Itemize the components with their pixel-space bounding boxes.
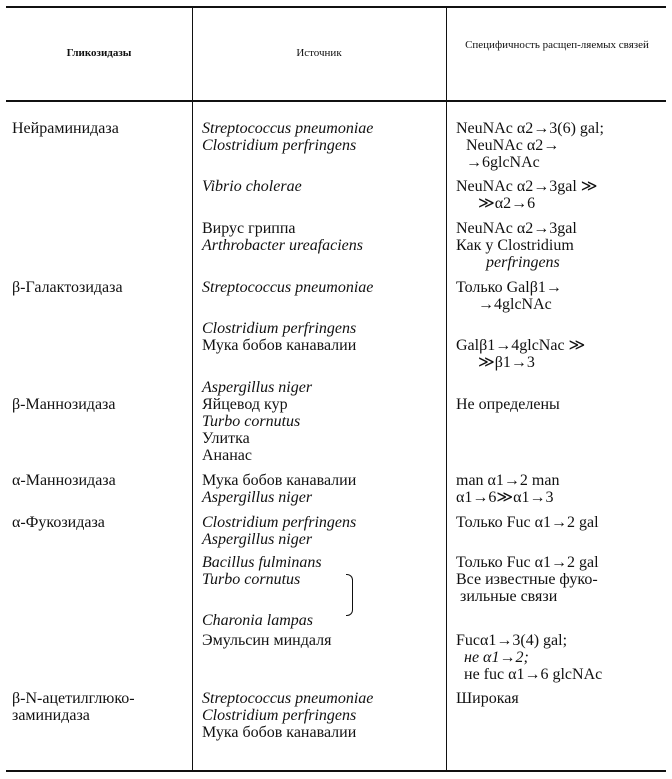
specificity-cell: Только Fuc α1→2 gal bbox=[456, 514, 599, 531]
source-list: Streptococcus pneumoniae Clostridium perfringens bbox=[202, 120, 374, 154]
enzyme-beta-galactosidase: β-Галактозидаза bbox=[12, 279, 123, 296]
specificity-cell: NeuNAc α2→3(6) gal; NeuNAc α2→ →6glcNAc bbox=[456, 120, 604, 171]
specificity-cell: Fucα1→3(4) gal; не α1→2; не fuc α1→6 glcNAc bbox=[456, 632, 603, 683]
specificity-cell: Только Galβ1→ →4glcNAc bbox=[456, 279, 562, 313]
specificity-cell: NeuNAc α2→3gal Как у Clostridium perfringens bbox=[456, 220, 577, 271]
source-list: Вирус гриппа Arthrobacter ureafaciens bbox=[202, 220, 364, 254]
bottom-rule bbox=[6, 770, 666, 772]
source-list: Aspergillus niger Яйцевод кур Turbo cornutus Улитка Ананас bbox=[202, 379, 313, 464]
source-list: Charonia lampas bbox=[202, 612, 313, 629]
source-list: Streptococcus pneumoniae Clostridium perfringens Мука бобов канавалии bbox=[202, 690, 374, 741]
enzyme-beta-n-acetylglucosaminidase: β-N-ацетилглюко- заминидаза bbox=[12, 690, 135, 724]
source-list: Clostridium perfringens Aspergillus niger bbox=[202, 514, 357, 548]
specificity-cell: Не определены bbox=[456, 396, 560, 413]
column-divider-1 bbox=[192, 6, 193, 771]
enzyme-alpha-fucosidase: α-Фукозидаза bbox=[12, 514, 105, 531]
enzyme-neuraminidase: Нейраминидаза bbox=[12, 120, 119, 137]
source-list: Clostridium perfringens Мука бобов канавалии bbox=[202, 320, 357, 354]
grouping-brace bbox=[346, 574, 353, 616]
source-list: Bacillus fulminans Turbo cornutus bbox=[202, 554, 322, 588]
header-source: Источник bbox=[296, 47, 342, 59]
enzyme-beta-mannosidase: β-Маннозидаза bbox=[12, 396, 116, 413]
header-rule bbox=[6, 100, 666, 102]
source-list: Эмульсин миндаля bbox=[202, 632, 332, 649]
enzyme-alpha-mannosidase: α-Маннозидаза bbox=[12, 472, 116, 489]
specificity-cell: Galβ1→4glcNac ≫ ≫β1→3 bbox=[456, 337, 586, 371]
specificity-cell: Только Fuc α1→2 gal Все известные фуко- зильные связи bbox=[456, 554, 599, 605]
specificity-cell: Широкая bbox=[456, 690, 519, 707]
specificity-cell: man α1→2 man α1→6≫α1→3 bbox=[456, 472, 560, 506]
source-list: Мука бобов канавалии Aspergillus niger bbox=[202, 472, 357, 506]
source-list: Vibrio cholerae bbox=[202, 178, 302, 195]
header-specificity: Специфичность расщеп-ляемых связей bbox=[465, 39, 649, 51]
top-rule bbox=[6, 6, 666, 8]
specificity-cell: NeuNAc α2→3gal ≫ ≫α2→6 bbox=[456, 178, 598, 212]
header-enzyme: Гликозидазы bbox=[66, 47, 132, 59]
source-list: Streptococcus pneumoniae bbox=[202, 279, 374, 296]
column-divider-2 bbox=[446, 6, 447, 771]
